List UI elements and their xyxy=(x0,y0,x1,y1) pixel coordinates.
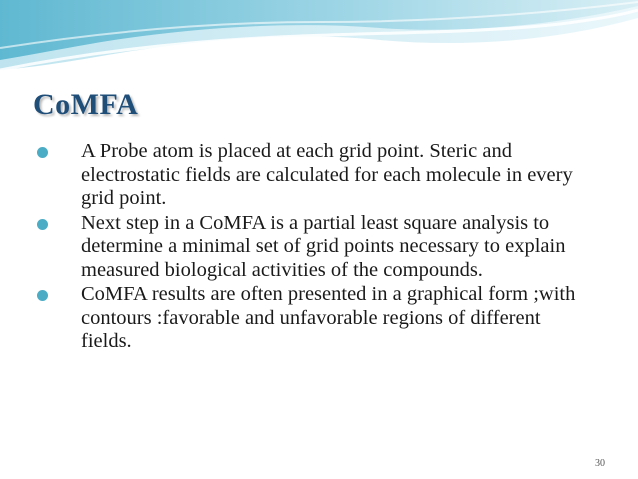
bullet-dot-icon xyxy=(37,147,48,158)
bullet-text: Next step in a CoMFA is a partial least square analysis to determine a minimal set of grid points necessary to explain measured biological activities of the compounds. xyxy=(81,211,566,281)
header-wave-graphic xyxy=(0,0,638,80)
bullet-dot-icon xyxy=(37,219,48,230)
bullet-text: CoMFA results are often presented in a graphical form ;with contours :favorable and unfavorable regions of different fields. xyxy=(81,283,576,352)
bullet-item xyxy=(36,212,596,283)
bullet-item xyxy=(36,140,596,211)
bullet-text: A Probe atom is placed at each grid point. Steric and electrostatic fields are calculated for each molecule in every grid point. xyxy=(81,140,573,209)
bullet-list xyxy=(36,140,596,355)
bullet-dot-icon xyxy=(37,290,48,301)
bullet-item xyxy=(36,283,596,354)
page-number: 30 xyxy=(595,458,605,469)
slide-title: CoMFA xyxy=(33,88,139,121)
